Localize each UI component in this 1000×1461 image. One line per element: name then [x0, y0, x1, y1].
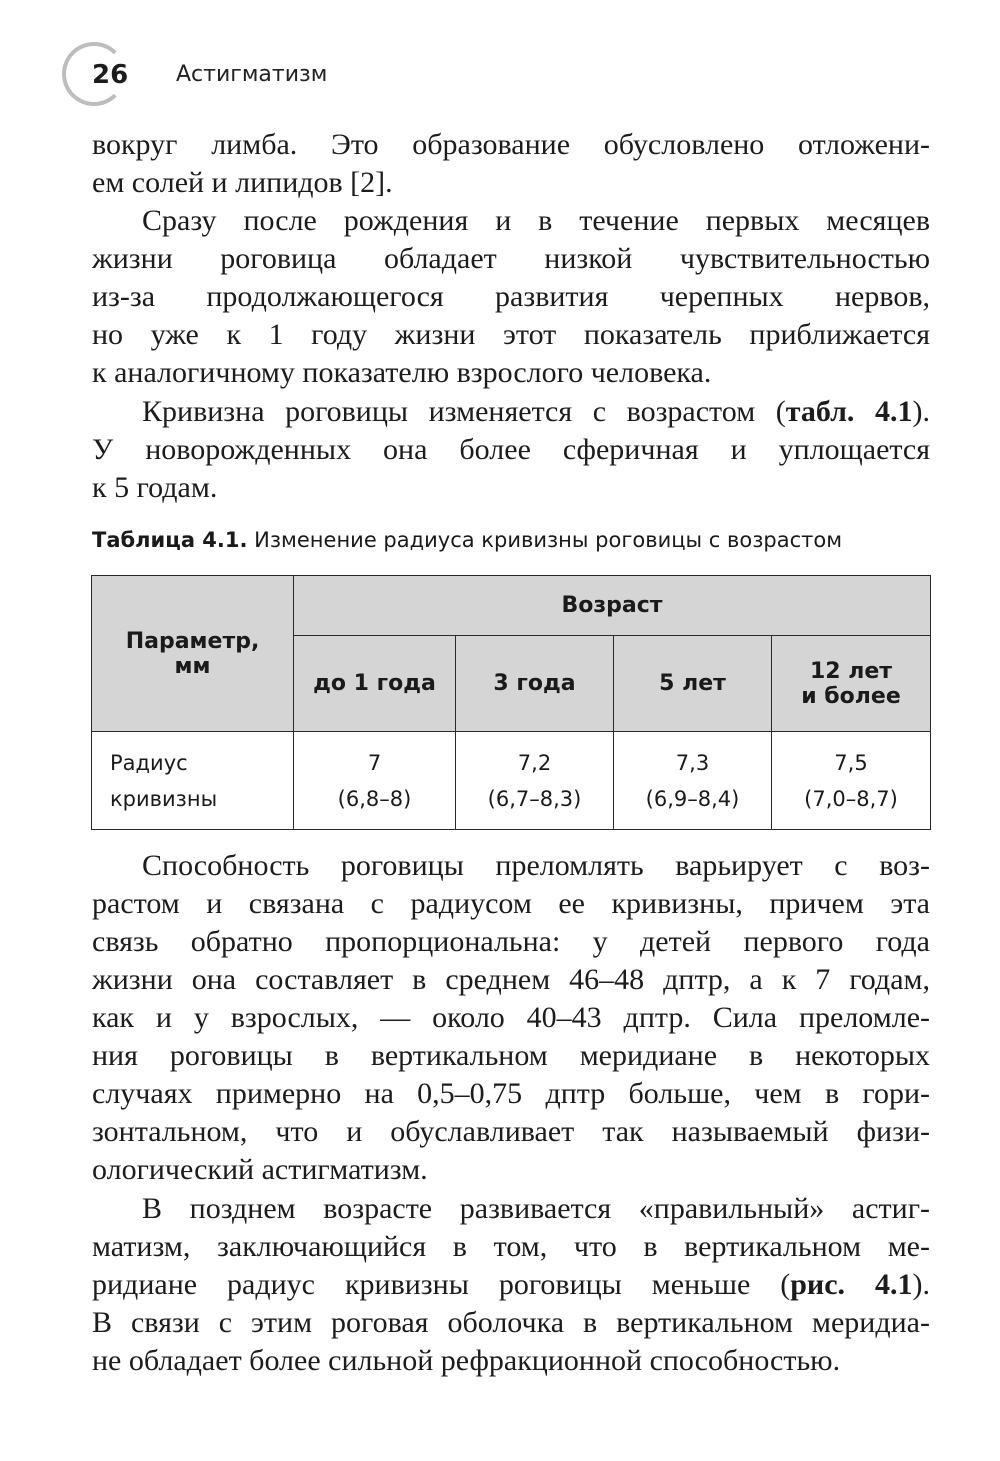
paragraph-3 [92, 393, 930, 507]
page-number: 26 [92, 60, 129, 90]
text-line: к аналогичному показателю взрослого человека. [92, 356, 712, 389]
text-line: жизни роговица обладает низкой чувствительностью [92, 242, 930, 275]
param-header-cell: Параметр, мм [92, 576, 294, 732]
data-table [91, 575, 931, 830]
value-cell: 7,2 (6,7–8,3) [456, 732, 614, 830]
text-line: В связи с этим роговая оболочка в вертикальном меридиа- [92, 1306, 930, 1339]
table-caption-label: Таблица 4.1. [92, 528, 248, 552]
text-line: как и у взрослых, — около 40–43 дптр. Сила преломле- [92, 1001, 930, 1034]
table-reference: табл. 4.1 [785, 395, 913, 428]
text-line: растом и связана с радиусом ее кривизны, причем эта [92, 887, 930, 920]
value-cell: 7,5 (7,0–8,7) [772, 732, 931, 830]
table-row [92, 732, 931, 830]
text-line: зонтальном, что и обуславливает так называемый физи- [92, 1115, 930, 1148]
value-cell: 7,3 (6,9–8,4) [614, 732, 772, 830]
running-title: Астигматизм [176, 62, 328, 87]
paragraph-5 [92, 1190, 930, 1380]
text-line: ологический астигматизм. [92, 1153, 428, 1186]
text-line: случаях примерно на 0,5–0,75 дптр больше, чем в гори- [92, 1077, 930, 1110]
text-line: но уже к 1 году жизни этот показатель приближается [92, 318, 930, 351]
age-header-cell: Возраст [294, 576, 931, 636]
paragraph-4 [92, 847, 930, 1189]
text-line: вокруг лимба. Это образование обусловлено отложени- [92, 128, 930, 161]
col-header-12-plus-years: 12 лет и более [772, 636, 931, 732]
text-line: из-за продолжающегося развития черепных нервов, [92, 280, 930, 313]
paragraph-1 [92, 126, 930, 202]
col-header-5-years: 5 лет [614, 636, 772, 732]
text-line: ния роговицы в вертикальном меридиане в некоторых [92, 1039, 930, 1072]
text-line: У новорожденных она более сферичная и уплощается [92, 433, 930, 466]
text-line: жизни она составляет в среднем 46–48 дптр, а к 7 годам, [92, 963, 930, 996]
text-line: Кривизна роговицы изменяется с возрастом (табл. 4.1). [142, 395, 930, 428]
figure-reference: рис. 4.1 [790, 1268, 913, 1301]
table-caption [92, 528, 932, 552]
text-line: Сразу после рождения и в течение первых месяцев [142, 204, 930, 237]
text-line: матизм, заключающийся в том, что в вертикальном ме- [92, 1230, 930, 1263]
text-line: ем солей и липидов [2]. [92, 166, 393, 199]
text-line: к 5 годам. [92, 471, 218, 504]
paragraph-2 [92, 202, 930, 392]
text-line: не обладает более сильной рефракционной способностью. [92, 1344, 841, 1377]
page-header [62, 38, 362, 118]
param-cell: Радиус кривизны [92, 732, 294, 830]
text-line: Способность роговицы преломлять варьирует с воз- [142, 849, 930, 882]
text-line: ридиане радиус кривизны роговицы меньше (рис. 4.1). [92, 1268, 930, 1301]
value-cell: 7 (6,8–8) [294, 732, 456, 830]
col-header-3-years: 3 года [456, 636, 614, 732]
text-line: связь обратно пропорциональна: у детей первого года [92, 925, 930, 958]
text-line: В позднем возрасте развивается «правильный» астиг- [142, 1192, 930, 1225]
col-header-under-1-year: до 1 года [294, 636, 456, 732]
table-caption-text: Изменение радиуса кривизны роговицы с возрастом [247, 528, 843, 552]
